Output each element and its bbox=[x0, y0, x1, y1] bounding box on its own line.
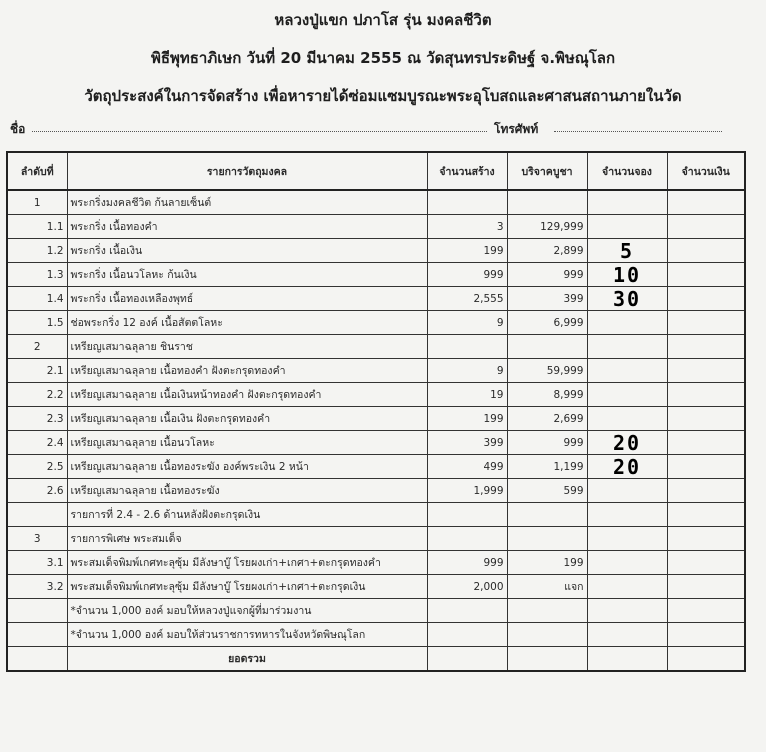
table-row bbox=[7, 599, 745, 623]
row-amount[interactable] bbox=[667, 239, 745, 263]
total-cell[interactable] bbox=[667, 647, 745, 672]
row-price bbox=[507, 623, 587, 647]
row-amount[interactable] bbox=[667, 407, 745, 431]
table-row bbox=[7, 287, 745, 311]
row-price bbox=[507, 503, 587, 527]
phone-label: โทรศัพท์ bbox=[494, 122, 539, 136]
document-title: หลวงปู่แขก ปภาโส รุ่น มงคลชีวิต bbox=[274, 11, 492, 29]
row-item: พระกริ่ง เนื้อเงิน bbox=[67, 239, 427, 263]
phone-field[interactable] bbox=[554, 131, 722, 132]
row-produced: 3 bbox=[427, 215, 507, 239]
row-amount[interactable] bbox=[667, 215, 745, 239]
col-produced: จำนวนสร้าง bbox=[427, 152, 507, 190]
row-no: 2.6 bbox=[7, 479, 67, 503]
row-item: เหรียญเสมาฉลุลาย เนื้อเงิน ฝังตะกรุดทองคำ bbox=[67, 407, 427, 431]
row-no bbox=[7, 623, 67, 647]
table-row bbox=[7, 479, 745, 503]
row-reserved[interactable] bbox=[587, 359, 667, 383]
row-reserved[interactable] bbox=[587, 335, 667, 359]
row-reserved[interactable] bbox=[587, 479, 667, 503]
row-price: 999 bbox=[507, 263, 587, 287]
row-item: ช่อพระกริ่ง 12 องค์ เนื้อสัตตโลหะ bbox=[67, 311, 427, 335]
row-reserved[interactable] bbox=[587, 383, 667, 407]
row-reserved[interactable]: 5 bbox=[587, 239, 667, 263]
row-no: 2 bbox=[7, 335, 67, 359]
row-amount[interactable] bbox=[667, 575, 745, 599]
row-no: 2.5 bbox=[7, 455, 67, 479]
row-reserved[interactable] bbox=[587, 551, 667, 575]
row-item: พระสมเด็จพิมพ์เกศทะลุซุ้ม มีลังษาบู๊ โรยผงเก่า+เกศา+ตะกรุดเงิน bbox=[67, 575, 427, 599]
name-field[interactable] bbox=[32, 131, 487, 132]
table-row bbox=[7, 575, 745, 599]
row-item: เหรียญเสมาฉลุลาย เนื้อทองระฆัง องค์พระเงิน 2 หน้า bbox=[67, 455, 427, 479]
row-item: พระกริ่ง เนื้อทองเหลืองพุทธ์ bbox=[67, 287, 427, 311]
table-row bbox=[7, 239, 745, 263]
row-no: 1.3 bbox=[7, 263, 67, 287]
row-no bbox=[7, 599, 67, 623]
row-reserved[interactable] bbox=[587, 599, 667, 623]
row-produced: 1,999 bbox=[427, 479, 507, 503]
table-row bbox=[7, 527, 745, 551]
row-reserved[interactable]: 10 bbox=[587, 263, 667, 287]
row-price: 999 bbox=[507, 431, 587, 455]
table-row bbox=[7, 455, 745, 479]
col-no: ลำดับที่ bbox=[7, 152, 67, 190]
row-reserved[interactable] bbox=[587, 215, 667, 239]
row-item: เหรียญเสมาฉลุลาย เนื้อทองระฆัง bbox=[67, 479, 427, 503]
row-price: 6,999 bbox=[507, 311, 587, 335]
row-no bbox=[7, 503, 67, 527]
row-produced: 199 bbox=[427, 239, 507, 263]
total-no bbox=[7, 647, 67, 672]
row-item: พระกริ่งมงคลชีวิต ก้นลายเซ็นต์ bbox=[67, 190, 427, 215]
row-no: 2.3 bbox=[7, 407, 67, 431]
row-item: เหรียญเสมาฉลุลาย เนื้อเงินหน้าทองคำ ฝังตะกรุดทองคำ bbox=[67, 383, 427, 407]
table-row bbox=[7, 503, 745, 527]
row-price: 129,999 bbox=[507, 215, 587, 239]
row-produced bbox=[427, 190, 507, 215]
total-cell bbox=[427, 647, 507, 672]
row-produced: 19 bbox=[427, 383, 507, 407]
row-no: 1.1 bbox=[7, 215, 67, 239]
row-amount[interactable] bbox=[667, 311, 745, 335]
table-row bbox=[7, 407, 745, 431]
row-amount[interactable] bbox=[667, 479, 745, 503]
row-amount[interactable] bbox=[667, 599, 745, 623]
row-produced: 399 bbox=[427, 431, 507, 455]
name-label: ชื่อ bbox=[10, 122, 26, 136]
row-price bbox=[507, 527, 587, 551]
row-reserved[interactable] bbox=[587, 623, 667, 647]
row-produced: 2,555 bbox=[427, 287, 507, 311]
table-row bbox=[7, 431, 745, 455]
row-item: *จำนวน 1,000 องค์ มอบให้ส่วนราชการทหารในจังหวัดพิษณุโลก bbox=[67, 623, 427, 647]
row-amount[interactable] bbox=[667, 503, 745, 527]
row-produced: 999 bbox=[427, 263, 507, 287]
row-produced: 499 bbox=[427, 455, 507, 479]
row-amount[interactable] bbox=[667, 623, 745, 647]
table-body bbox=[7, 190, 745, 671]
row-item: *จำนวน 1,000 องค์ มอบให้หลวงปู่แจกผู้ที่มาร่วมงาน bbox=[67, 599, 427, 623]
table-row bbox=[7, 383, 745, 407]
row-no: 3.2 bbox=[7, 575, 67, 599]
row-produced bbox=[427, 527, 507, 551]
row-reserved[interactable] bbox=[587, 311, 667, 335]
row-price: 8,999 bbox=[507, 383, 587, 407]
row-no: 1.4 bbox=[7, 287, 67, 311]
row-reserved[interactable]: 20 bbox=[587, 431, 667, 455]
row-amount[interactable] bbox=[667, 190, 745, 215]
row-price: 2,699 bbox=[507, 407, 587, 431]
row-amount[interactable] bbox=[667, 383, 745, 407]
row-amount[interactable] bbox=[667, 527, 745, 551]
table-header bbox=[7, 152, 745, 190]
total-row bbox=[7, 647, 745, 672]
row-produced: 199 bbox=[427, 407, 507, 431]
row-price: 399 bbox=[507, 287, 587, 311]
row-reserved[interactable]: 20 bbox=[587, 455, 667, 479]
row-produced bbox=[427, 335, 507, 359]
row-produced: 999 bbox=[427, 551, 507, 575]
row-item: พระกริ่ง เนื้อนวโลหะ ก้นเงิน bbox=[67, 263, 427, 287]
ceremony-line: พิธีพุทธาภิเษก วันที่ 20 มีนาคม 2555 ณ วัดสุนทรประดิษฐ์ จ.พิษณุโลก bbox=[150, 49, 616, 67]
row-produced: 9 bbox=[427, 359, 507, 383]
row-no: 2.2 bbox=[7, 383, 67, 407]
row-no: 2.1 bbox=[7, 359, 67, 383]
table-row bbox=[7, 551, 745, 575]
row-amount[interactable] bbox=[667, 551, 745, 575]
table-row bbox=[7, 359, 745, 383]
row-price bbox=[507, 335, 587, 359]
table-row bbox=[7, 335, 745, 359]
row-reserved[interactable]: 30 bbox=[587, 287, 667, 311]
row-price bbox=[507, 190, 587, 215]
row-reserved[interactable] bbox=[587, 190, 667, 215]
row-amount[interactable] bbox=[667, 359, 745, 383]
row-price: 599 bbox=[507, 479, 587, 503]
row-reserved[interactable] bbox=[587, 527, 667, 551]
purpose-line: วัตถุประสงค์ในการจัดสร้าง เพื่อหารายได้ซ่อมแซมบูรณะพระอุโบสถและศาสนสถานภายในวัด bbox=[84, 87, 682, 105]
row-price: แจก bbox=[507, 575, 587, 599]
col-item: รายการวัตถุมงคล bbox=[67, 152, 427, 190]
row-amount[interactable] bbox=[667, 431, 745, 455]
row-produced: 9 bbox=[427, 311, 507, 335]
row-produced bbox=[427, 503, 507, 527]
row-item: เหรียญเสมาฉลุลาย ชินราช bbox=[67, 335, 427, 359]
row-price: 59,999 bbox=[507, 359, 587, 383]
col-reserved: จำนวนจอง bbox=[587, 152, 667, 190]
row-no: 2.4 bbox=[7, 431, 67, 455]
row-item: เหรียญเสมาฉลุลาย เนื้อนวโลหะ bbox=[67, 431, 427, 455]
row-no: 1 bbox=[7, 190, 67, 215]
row-item: รายการที่ 2.4 - 2.6 ด้านหลังฝังตะกรุดเงิน bbox=[67, 503, 427, 527]
table-row bbox=[7, 190, 745, 215]
row-reserved[interactable] bbox=[587, 503, 667, 527]
col-amount: จำนวนเงิน bbox=[667, 152, 745, 190]
row-no: 1.2 bbox=[7, 239, 67, 263]
col-price: บริจาคบูชา bbox=[507, 152, 587, 190]
total-cell[interactable] bbox=[587, 647, 667, 672]
table-row bbox=[7, 623, 745, 647]
row-amount[interactable] bbox=[667, 263, 745, 287]
row-reserved[interactable] bbox=[587, 575, 667, 599]
row-amount[interactable] bbox=[667, 335, 745, 359]
total-label: ยอดรวม bbox=[67, 647, 427, 672]
row-no: 3 bbox=[7, 527, 67, 551]
row-item: พระสมเด็จพิมพ์เกศทะลุซุ้ม มีลังษาบู๊ โรยผงเก่า+เกศา+ตะกรุดทองคำ bbox=[67, 551, 427, 575]
row-amount[interactable] bbox=[667, 287, 745, 311]
row-produced bbox=[427, 599, 507, 623]
row-amount[interactable] bbox=[667, 455, 745, 479]
row-no: 3.1 bbox=[7, 551, 67, 575]
row-price: 1,199 bbox=[507, 455, 587, 479]
row-item: เหรียญเสมาฉลุลาย เนื้อทองคำ ฝังตะกรุดทองคำ bbox=[67, 359, 427, 383]
row-produced bbox=[427, 623, 507, 647]
table-row bbox=[7, 263, 745, 287]
order-table bbox=[6, 151, 746, 672]
row-price bbox=[507, 599, 587, 623]
row-no: 1.5 bbox=[7, 311, 67, 335]
total-cell bbox=[507, 647, 587, 672]
row-produced: 2,000 bbox=[427, 575, 507, 599]
table-row bbox=[7, 311, 745, 335]
row-price: 2,899 bbox=[507, 239, 587, 263]
row-item: พระกริ่ง เนื้อทองคำ bbox=[67, 215, 427, 239]
row-reserved[interactable] bbox=[587, 407, 667, 431]
row-item: รายการพิเศษ พระสมเด็จ bbox=[67, 527, 427, 551]
contact-fields bbox=[4, 118, 744, 140]
table-row bbox=[7, 215, 745, 239]
row-price: 199 bbox=[507, 551, 587, 575]
